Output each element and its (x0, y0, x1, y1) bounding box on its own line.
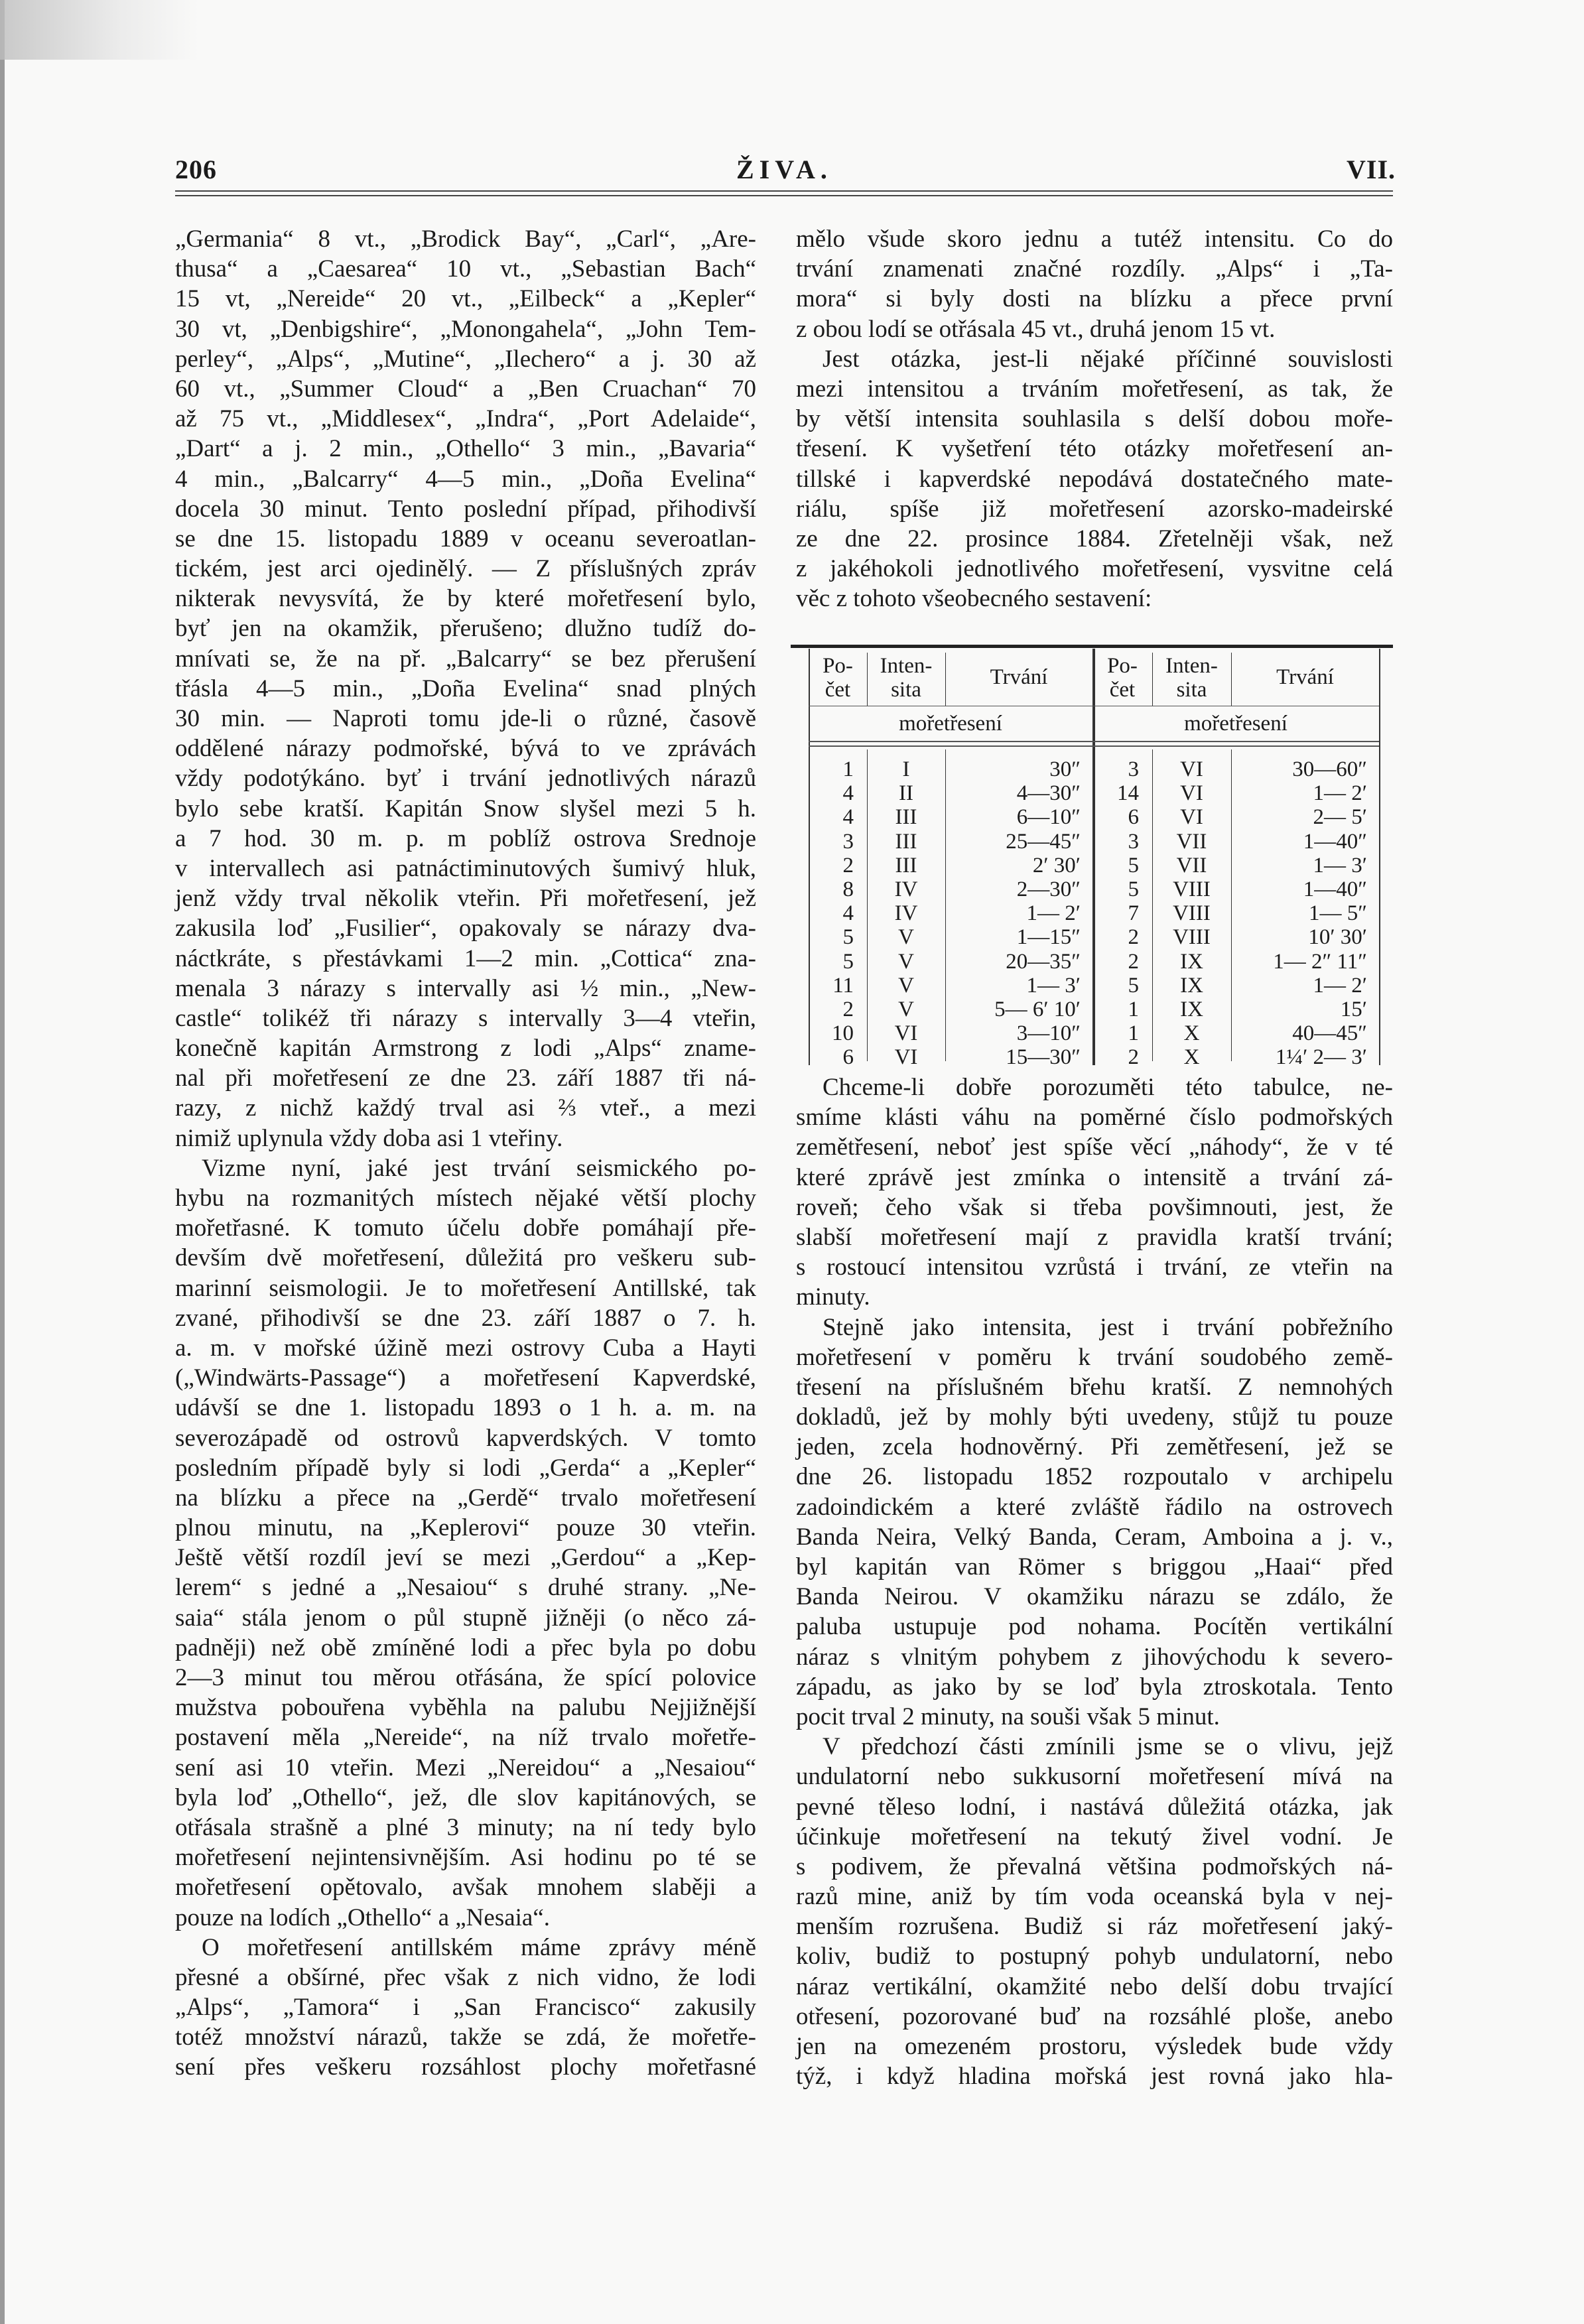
text-line: mořetřesení opětovalo, avšak mnohem slaběji a (175, 1874, 756, 1902)
cell-count: 3 (1128, 829, 1139, 854)
earthquake-duration-table (791, 645, 1393, 1070)
text-line: otřesení, pozorované buď na rozsáhlé ploše, anebo (796, 2002, 1393, 2030)
volume-number: VII. (1347, 155, 1396, 184)
cell-duration: 15—30″ (1006, 1045, 1081, 1070)
text-line: by větší intensita souhlasila s delší dobou moře- (796, 405, 1393, 433)
paragraph (796, 1072, 1393, 1313)
cell-duration: 2— 5′ (1313, 805, 1367, 830)
cell-duration: 25—45″ (1006, 829, 1081, 854)
text-line: 15 vt, „Nereide“ 20 vt., „Eilbeck“ a „Kepler“ (175, 285, 756, 313)
text-line: 30 min. — Naproti tomu jde-li o různé, časově (175, 705, 756, 732)
text-line: „Germania“ 8 vt., „Brodick Bay“, „Carl“, „Are- (175, 226, 756, 253)
scan-artifact (0, 0, 199, 60)
text-line: dokladů, jež by mohly býti uvedeny, stůjž tu pouze (796, 1403, 1393, 1431)
cell-intensity: V (898, 998, 914, 1021)
cell-duration: 3—10″ (1016, 1021, 1081, 1046)
text-line: věc z tohoto všeobecného sestavení: (796, 585, 1152, 613)
cell-intensity: VIII (1173, 877, 1211, 901)
text-line: zvané, přihodivší se dne 23. září 1887 o 7. h. (175, 1304, 756, 1332)
header-count: Po- čet (1107, 654, 1138, 702)
text-line: s rostoucí intensitou vzrůstá i trvání, ze vteřin na (796, 1254, 1393, 1281)
text-line: Ještě větší rozdíl jeví se mezi „Gerdou“ a „Kep- (175, 1544, 756, 1572)
page-number: 206 (175, 155, 217, 184)
text-line: konečně kapitán Armstrong z lodi „Alps“ zname- (175, 1035, 756, 1063)
text-line: 2—3 minut tou měrou otřásána, že spící polovice (175, 1664, 756, 1691)
paragraph (175, 224, 756, 1153)
paragraph (796, 1732, 1393, 2091)
cell-duration: 30—60″ (1292, 757, 1367, 781)
text-line: třesení na příslušném břehu kratší. Z nemnohých (796, 1373, 1393, 1401)
text-line: minuty. (796, 1283, 870, 1311)
cell-count: 14 (1117, 781, 1139, 806)
header-subheader: mořetřesení (1184, 712, 1287, 736)
text-line: udávší se dne 1. listopadu 1893 o 1 h. a. m. na (175, 1394, 756, 1422)
cell-intensity: VI (894, 1045, 918, 1070)
cell-duration: 1— 2″ 11″ (1273, 949, 1367, 974)
cell-intensity: II (899, 781, 913, 806)
text-line: marinní seismologii. Je to mořetřesení Antillské, tak (175, 1274, 756, 1302)
cell-duration: 1¼′ 2— 3′ (1275, 1045, 1367, 1070)
cell-count: 4 (842, 781, 854, 806)
text-line: pocit trval 2 minuty, na souši však 5 minut. (796, 1703, 1220, 1730)
text-line: roveň; čeho však si třeba povšimnouti, jest, že (796, 1193, 1393, 1221)
right-column-top (796, 224, 1393, 613)
cell-intensity: VII (1176, 853, 1207, 877)
cell-count: 3 (842, 829, 854, 854)
text-line: tillské i kapverdské nepodává dostatečného mate- (796, 465, 1393, 493)
text-line: plnou minutu, na „Keplerovi“ pouze 30 vteřin. (175, 1514, 756, 1542)
text-line: zakusila loď „Fusilier“, opakovaly se nárazy dva- (175, 915, 756, 942)
text-line: Jest otázka, jest-li nějaké příčinné souvislosti (823, 345, 1393, 373)
text-line: pouze na lodích „Othello“ a „Nesaia“. (175, 1904, 551, 1931)
cell-intensity: III (895, 829, 917, 854)
cell-count: 11 (832, 973, 854, 998)
text-line: undulatorní nebo sukkusorní mořetřesení mívá na (796, 1763, 1393, 1791)
text-line: byť jen na okamžik, přerušeno; dlužno tudíž do- (175, 615, 756, 643)
paragraph (175, 1933, 756, 2083)
cell-intensity: IV (894, 901, 918, 926)
paragraph (796, 344, 1393, 614)
cell-count: 3 (1128, 757, 1139, 781)
text-line: týž, i když hladina mořská jest rovná jako hla- (796, 2063, 1393, 2091)
text-line: padněji) než obě zmíněné lodi a přec byla po dobu (175, 1634, 756, 1661)
cell-intensity: III (895, 853, 917, 877)
cell-duration: 10′ 30′ (1308, 925, 1367, 950)
text-line: jeden, zcela hodnověrný. Při zemětřesení, jež se (796, 1433, 1393, 1461)
text-line: s podivem, že převalná většina podmořských ná- (796, 1852, 1393, 1880)
text-line: menala 3 nárazy s intervally asi ½ min., „New- (175, 974, 756, 1002)
header-intensity: Inten- sita (880, 654, 933, 702)
text-line: mělo všude skoro jednu a tutéž intensitu. Co do (796, 226, 1393, 253)
text-line: jenž vždy trval několik vteřin. Při mořetřesení, jež (175, 885, 756, 913)
text-line: razy, z nichž každý trval asi ⅔ vteř., a mezi (175, 1094, 756, 1122)
text-line: „Dart“ a j. 2 min., „Othello“ 3 min., „Bavaria“ (175, 435, 756, 463)
cell-count: 4 (842, 901, 854, 926)
header-rule (175, 190, 1393, 192)
text-line: vždy podotýkáno. byť i trvání jednotlivých nárazů (175, 765, 756, 793)
text-line: otřásala strašně a plné 3 minuty; na ní tedy bylo (175, 1813, 756, 1841)
cell-duration: 1— 2′ (1026, 901, 1081, 926)
text-line: 4 min., „Balcarry“ 4—5 min., „Doña Evelina“ (175, 465, 756, 493)
paragraph (175, 1153, 756, 1933)
text-line: postavení měla „Nereide“, na níž trvalo mořetře- (175, 1724, 756, 1752)
text-line: („Windwärts-Passage“) a mořetřesení Kapverdské, (175, 1364, 756, 1392)
text-line: náraz vertikální, okamžité nebo delší dobu trvající (796, 1972, 1393, 2000)
text-line: Chceme-li dobře porozuměti této tabulce, ne- (823, 1074, 1393, 1101)
cell-count: 5 (1128, 853, 1139, 877)
cell-count: 2 (842, 998, 854, 1021)
cell-count: 2 (1128, 949, 1139, 974)
right-column-bottom (796, 1072, 1393, 2091)
cell-count: 1 (1128, 1021, 1139, 1046)
text-line: na blízku a přece na „Gerdě“ trvalo mořetřesení (175, 1484, 756, 1512)
text-line: menším rozrušena. Budiž si ráz mořetřesení jaký- (796, 1913, 1393, 1941)
text-line: z jakéhokoli jednotlivého mořetřesení, vysvitne celá (796, 555, 1393, 583)
cell-duration: 2—30″ (1016, 877, 1081, 901)
text-line: severozápadě od ostrovů kapverdských. V tomto (175, 1424, 756, 1452)
text-line: náctkráte, s přestávkami 1—2 min. „Cottica“ zna- (175, 944, 756, 972)
text-line: Vizme nyní, jaké jest trvání seismického po- (202, 1154, 756, 1182)
cell-duration: 20—35″ (1006, 949, 1081, 974)
cell-duration: 2′ 30′ (1032, 853, 1081, 877)
cell-duration: 15′ (1340, 998, 1367, 1021)
cell-count: 8 (842, 877, 854, 901)
cell-duration: 5— 6′ 10′ (994, 998, 1081, 1021)
table-border (1379, 649, 1380, 1065)
cell-count: 1 (1128, 998, 1139, 1021)
text-line: oddělené nárazy podmořské, bývá to ve zprávách (175, 735, 756, 763)
text-line: ze dne 22. prosince 1884. Zřetelněji však, než (796, 525, 1393, 552)
table-top-rule (791, 645, 1393, 648)
cell-intensity: IX (1180, 998, 1203, 1021)
cell-intensity: VI (1180, 757, 1203, 781)
cell-count: 5 (842, 949, 854, 974)
text-line: zadoindickém a které zvláště řádilo na ostrovech (796, 1493, 1393, 1521)
text-line: západu, as jako by se loď byla ztroskotala. Tento (796, 1673, 1393, 1701)
text-line: byl kapitán van Römer s briggou „Haai“ před (796, 1553, 1393, 1581)
text-line: nal při mořetřesení ze dne 23. září 1887 tři ná- (175, 1065, 756, 1092)
text-line: lerem“ s jedné a „Nesaiou“ s druhé strany. „Ne- (175, 1574, 756, 1602)
cell-duration: 1—15″ (1016, 925, 1081, 950)
cell-duration: 40—45″ (1292, 1021, 1367, 1046)
text-line: thusa“ a „Caesarea“ 10 vt., „Sebastian Bach“ (175, 255, 756, 283)
subheader-rule (809, 741, 1379, 742)
subheader-rule (809, 745, 1379, 747)
text-line: náraz s vlnitým pohybem z jihovýchodu k severo- (796, 1643, 1393, 1671)
cell-intensity: X (1183, 1021, 1200, 1046)
text-line: jen na omezeném prostoru, výsledek bude vždy (796, 2033, 1393, 2060)
text-line: posledním případě byly si lodi „Gerda“ a „Kepler“ (175, 1454, 756, 1482)
cell-intensity: X (1183, 1045, 1200, 1070)
cell-intensity: IX (1180, 949, 1203, 974)
cell-intensity: VII (1176, 829, 1207, 854)
text-line: Stejně jako intensita, jest i trvání pobřežního (823, 1313, 1393, 1341)
text-line: zemětřesení, neboť jest spíše věcí „náhody“, že v té (796, 1133, 1393, 1161)
text-line: se dne 15. listopadu 1889 v oceanu severoatlan- (175, 525, 756, 552)
cell-intensity: VIII (1173, 901, 1211, 926)
cell-duration: 30″ (1049, 757, 1081, 781)
text-line: třesení. K vyšetření této otázky mořetřesení an- (796, 435, 1393, 463)
text-line: nimiž uplynula vždy doba asi 1 vteřiny. (175, 1124, 563, 1152)
text-line: mořetřesení v poměru k trvání soudobého země- (796, 1343, 1393, 1371)
text-line: V předchozí části zmínili jsme se o vlivu, jejž (823, 1733, 1393, 1761)
cell-duration: 1—40″ (1303, 829, 1367, 854)
cell-count: 10 (832, 1021, 854, 1046)
text-line: dne 26. listopadu 1852 rozpoutalo v archipelu (796, 1463, 1393, 1491)
text-line: paluba ustupuje pod nohama. Pocítěn vertikální (796, 1613, 1393, 1641)
text-line: O mořetřesení antillském máme zprávy méně (202, 1933, 756, 1961)
text-line: bylo sebe kratší. Kapitán Snow slyšel mezi 5 h. (175, 795, 756, 822)
paragraph (796, 224, 1393, 344)
cell-count: 5 (842, 925, 854, 950)
cell-duration: 1—40″ (1303, 877, 1367, 901)
scan-edge (0, 0, 5, 2324)
text-line: mořetřasné. K tomuto účelu dobře pomáhají pře- (175, 1214, 756, 1242)
cell-duration: 1— 3′ (1313, 853, 1367, 877)
text-line: totéž množství nárazů, takže se zdá, že mořetře- (175, 2024, 756, 2051)
cell-duration: 1— 2′ (1313, 781, 1367, 806)
header-intensity: Inten- sita (1165, 654, 1218, 702)
text-line: v intervallech asi patnáctiminutových šumivý hluk, (175, 854, 756, 882)
text-line: razů mine, aniž by tím voda oceanská byla v nej- (796, 1883, 1393, 1911)
text-line: castle“ tolikéž tři nárazy s intervally 3—4 vteřin, (175, 1004, 756, 1032)
text-line: devším dvě mořetřesení, důležitá pro veškeru sub- (175, 1244, 756, 1272)
text-line: přesné a obšírné, přec však z nich vidno, že lodi (175, 1963, 756, 1991)
text-line: mezi intensitou a trváním mořetřesení, as tak, že (796, 375, 1393, 403)
text-line: 60 vt., „Summer Cloud“ a „Ben Cruachan“ 70 (175, 375, 756, 403)
text-line: 30 vt, „Denbigshire“, „Monongahela“, „John Tem- (175, 315, 756, 343)
text-line: hybu na rozmanitých místech nějaké větší plochy (175, 1185, 756, 1212)
cell-count: 7 (1128, 901, 1139, 926)
cell-duration: 4—30″ (1016, 781, 1081, 806)
text-line: mnívati se, že na př. „Balcarry“ se bez přerušení (175, 645, 756, 673)
text-line: sení asi 10 vteřin. Mezi „Nereidou“ a „Nesaiou“ (175, 1754, 756, 1781)
paragraph (796, 1313, 1393, 1732)
running-title: ŽIVA. (736, 155, 832, 184)
text-line: perley“, „Alps“, „Mutine“, „Ilechero“ a j. 30 až (175, 345, 756, 373)
cell-intensity: VI (1180, 805, 1203, 830)
cell-count: 4 (842, 805, 854, 830)
text-line: účinkuje mořetřesení na tekutý živel vodní. Je (796, 1823, 1393, 1850)
text-line: riálu, spíše již mořetřesení azorsko-madeirské (796, 495, 1393, 523)
cell-intensity: V (898, 925, 914, 950)
cell-intensity: I (902, 757, 910, 781)
text-line: trvání znamenati značné rozdíly. „Alps“ i „Ta- (796, 255, 1393, 283)
cell-count: 5 (1128, 877, 1139, 901)
cell-intensity: VI (894, 1021, 918, 1046)
cell-intensity: VI (1180, 781, 1203, 806)
text-line: mořetřesení nejintensivnějším. Asi hodinu po té se (175, 1844, 756, 1872)
text-line: docela 30 minut. Tento poslední případ, přihodivší (175, 495, 756, 523)
header-duration: Trvání (990, 665, 1048, 689)
cell-intensity: IX (1180, 973, 1203, 998)
text-line: koliv, budiž to postupný pohyb undulatorní, nebo (796, 1943, 1393, 1970)
cell-intensity: V (898, 949, 914, 974)
text-line: smíme klásti váhu na poměrné číslo podmořských (796, 1104, 1393, 1131)
text-line: pevné těleso lodní, i nastává důležitá otázka, jak (796, 1793, 1393, 1821)
text-line: třásla 4—5 min., „Doña Evelina“ snad plných (175, 675, 756, 702)
cell-count: 2 (842, 853, 854, 877)
text-line: a. m. v mořské úžině mezi ostrovy Cuba a Hayti (175, 1334, 756, 1362)
cell-count: 6 (842, 1045, 854, 1070)
cell-count: 6 (1128, 805, 1139, 830)
cell-count: 1 (842, 757, 854, 781)
cell-duration: 1— 3′ (1026, 973, 1081, 998)
header-duration: Trvání (1276, 665, 1334, 689)
cell-intensity: III (895, 805, 917, 830)
cell-intensity: VIII (1173, 925, 1211, 950)
cell-intensity: IV (894, 877, 918, 901)
header-count: Po- čet (823, 654, 853, 702)
text-line: které zprávě jest zmínka o intensitě a trvání zá- (796, 1163, 1393, 1191)
left-column (175, 224, 756, 2083)
text-line: Banda Neirou. V okamžiku nárazu se zdálo, že (796, 1583, 1393, 1611)
text-line: sení přes veškeru rozsáhlost plochy mořetřasné (175, 2053, 756, 2081)
cell-intensity: V (898, 973, 914, 998)
cell-duration: 1— 2′ (1313, 973, 1367, 998)
text-line: saia“ stála jenom o půl stupně jižněji (o něco zá- (175, 1604, 756, 1632)
cell-count: 2 (1128, 925, 1139, 950)
text-line: z obou lodí se otřásala 45 vt., druhá jenom 15 vt. (796, 315, 1276, 343)
text-line: Banda Neira, Velký Banda, Ceram, Amboina a j. v., (796, 1523, 1393, 1551)
text-line: a 7 hod. 30 m. p. m poblíž ostrova Srednoje (175, 824, 756, 852)
header-subheader: mořetřesení (899, 712, 1002, 736)
text-line: mužstva pobouřena vyběhla na palubu Nejjižnější (175, 1694, 756, 1722)
text-line: mora“ si byly dosti na blízku a přece první (796, 285, 1393, 313)
text-line: „Alps“, „Tamora“ i „San Francisco“ zakusily (175, 1994, 756, 2022)
text-line: až 75 vt., „Middlesex“, „Indra“, „Port Adelaide“, (175, 405, 756, 433)
text-line: nikterak nevysvítá, že by které mořetřesení bylo, (175, 585, 756, 613)
cell-duration: 6—10″ (1016, 805, 1081, 830)
cell-count: 5 (1128, 973, 1139, 998)
cell-duration: 1— 5″ (1309, 901, 1367, 926)
text-line: slabší mořetřesení mají z pravidla kratší trvání; (796, 1223, 1393, 1251)
header-rule (175, 195, 1393, 196)
text-line: tickém, jest arci ojedinělý. — Z příslušných zpráv (175, 555, 756, 583)
cell-count: 2 (1128, 1045, 1139, 1070)
text-line: byla loď „Othello“, jež, dle slov kapitánových, se (175, 1783, 756, 1811)
